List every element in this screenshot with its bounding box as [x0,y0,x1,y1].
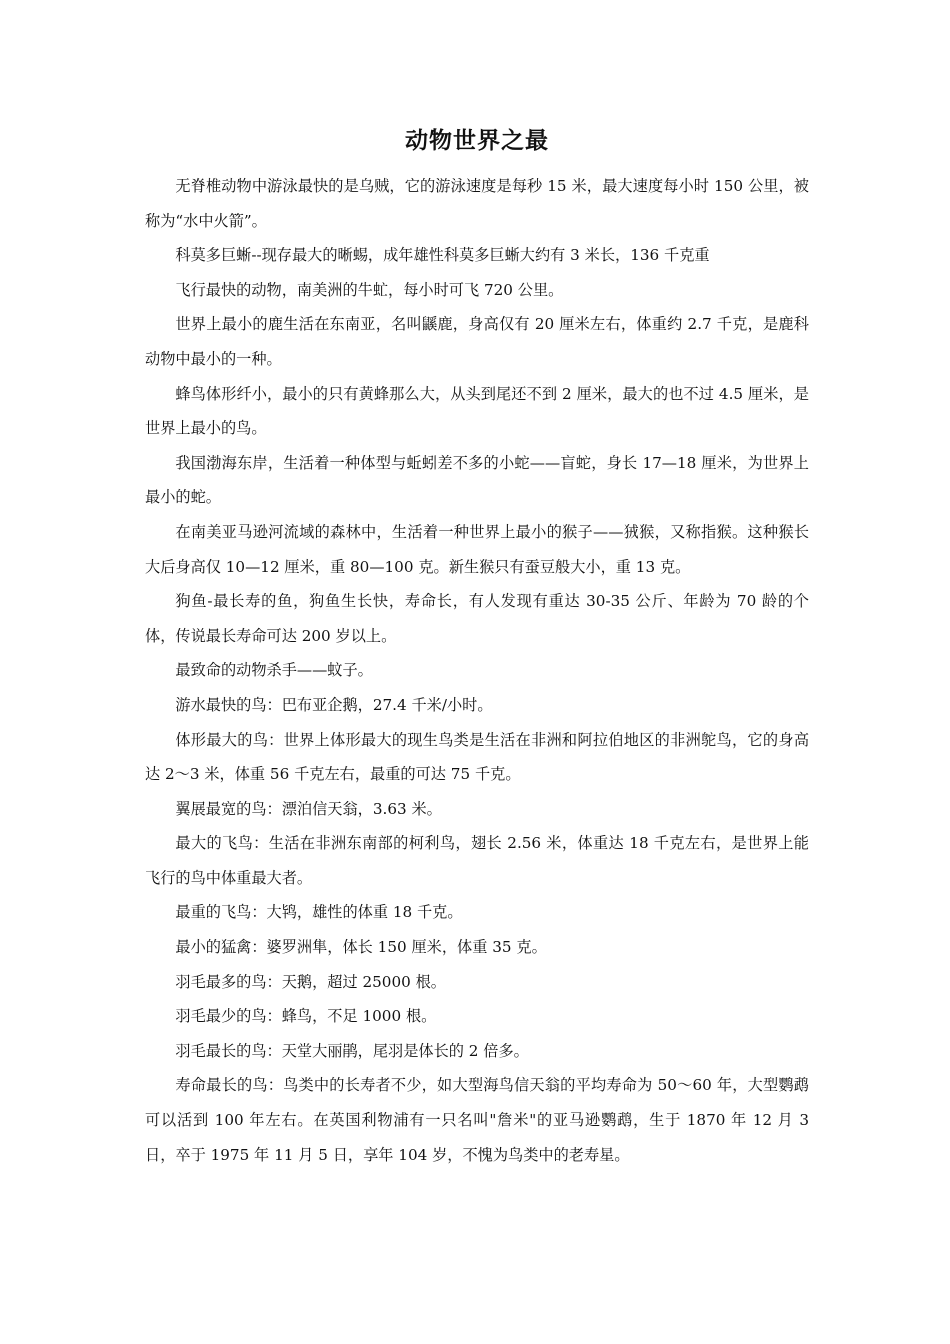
paragraph: 无脊椎动物中游泳最快的是乌贼，它的游泳速度是每秒 15 米，最大速度每小时 150 公里，被称为“水中火箭”。 [145,177,809,230]
paragraph: 科莫多巨蜥--现存最大的晰蜴，成年雄性科莫多巨蜥大约有 3 米长，136 千克重 [175,246,710,265]
paragraph: 最大的飞鸟：生活在非洲东南部的柯利鸟，翅长 2.56 米，体重达 18 千克左右，是世界上能飞行的鸟中体重最大者。 [145,834,809,887]
paragraph: 在南美亚马逊河流域的森林中，生活着一种世界上最小的猴子——狨猴，又称指猴。这种猴长大后身高仅 10—12 厘米，重 80—100 克。新生猴只有蚕豆般大小，重 13 克。 [145,522,809,576]
paragraph: 翼展最宽的鸟：漂泊信天翁，3.63 米。 [175,799,442,818]
document-title: 动物世界之最 [405,128,549,154]
document-page [145,118,809,1172]
paragraph: 羽毛最多的鸟：天鹅，超过 25000 根。 [175,972,446,991]
paragraph: 蜂鸟体形纤小，最小的只有黄蜂那么大，从头到尾还不到 2 厘米，最大的也不过 4.5 厘米，是世界上最小的鸟。 [145,384,809,438]
paragraph: 最致命的动物杀手——蚊子。 [175,661,373,680]
paragraph: 最重的飞鸟：大鸨，雄性的体重 18 千克。 [175,903,463,922]
paragraph: 寿命最长的鸟：鸟类中的长寿者不少，如大型海鸟信天翁的平均寿命为 50～60 年，大型鹦鹉可以活到 100 年左右。在英国利物浦有一只名叫"詹米"的亚马逊鹦鹉，生于 1870 年 12 月 3 日，卒于 1975 年 11 月 5 日，享年 104 岁，不愧为鸟类中的老寿星。 [145,1076,809,1164]
paragraph: 我国渤海东岸，生活着一种体型与蚯蚓差不多的小蛇——盲蛇，身长 17—18 厘米，为世界上最小的蛇。 [145,453,809,507]
paragraph: 羽毛最少的鸟：蜂鸟，不足 1000 根。 [175,1007,437,1026]
paragraph: 游水最快的鸟：巴布亚企鹅，27.4 千米/小时。 [175,695,493,714]
paragraph: 世界上最小的鹿生活在东南亚，名叫鼷鹿，身高仅有 20 厘米左右，体重约 2.7 千克，是鹿科动物中最小的一种。 [145,315,809,368]
paragraph: 羽毛最长的鸟：天堂大丽鹃，尾羽是体长的 2 倍多。 [175,1041,529,1060]
paragraph: 最小的猛禽：婆罗洲隼，体长 150 厘米，体重 35 克。 [175,938,547,957]
paragraph: 体形最大的鸟：世界上体形最大的现生鸟类是生活在非洲和阿拉伯地区的非洲鸵鸟，它的身高达 2～3 米，体重 56 千克左右，最重的可达 75 千克。 [145,730,809,784]
paragraph: 狗鱼-最长寿的鱼，狗鱼生长快，寿命长，有人发现有重达 30-35 公斤、年龄为 70 龄的个体，传说最长寿命可达 200 岁以上。 [145,592,809,645]
paragraph: 飞行最快的动物，南美洲的牛虻，每小时可飞 720 公里。 [175,280,564,299]
